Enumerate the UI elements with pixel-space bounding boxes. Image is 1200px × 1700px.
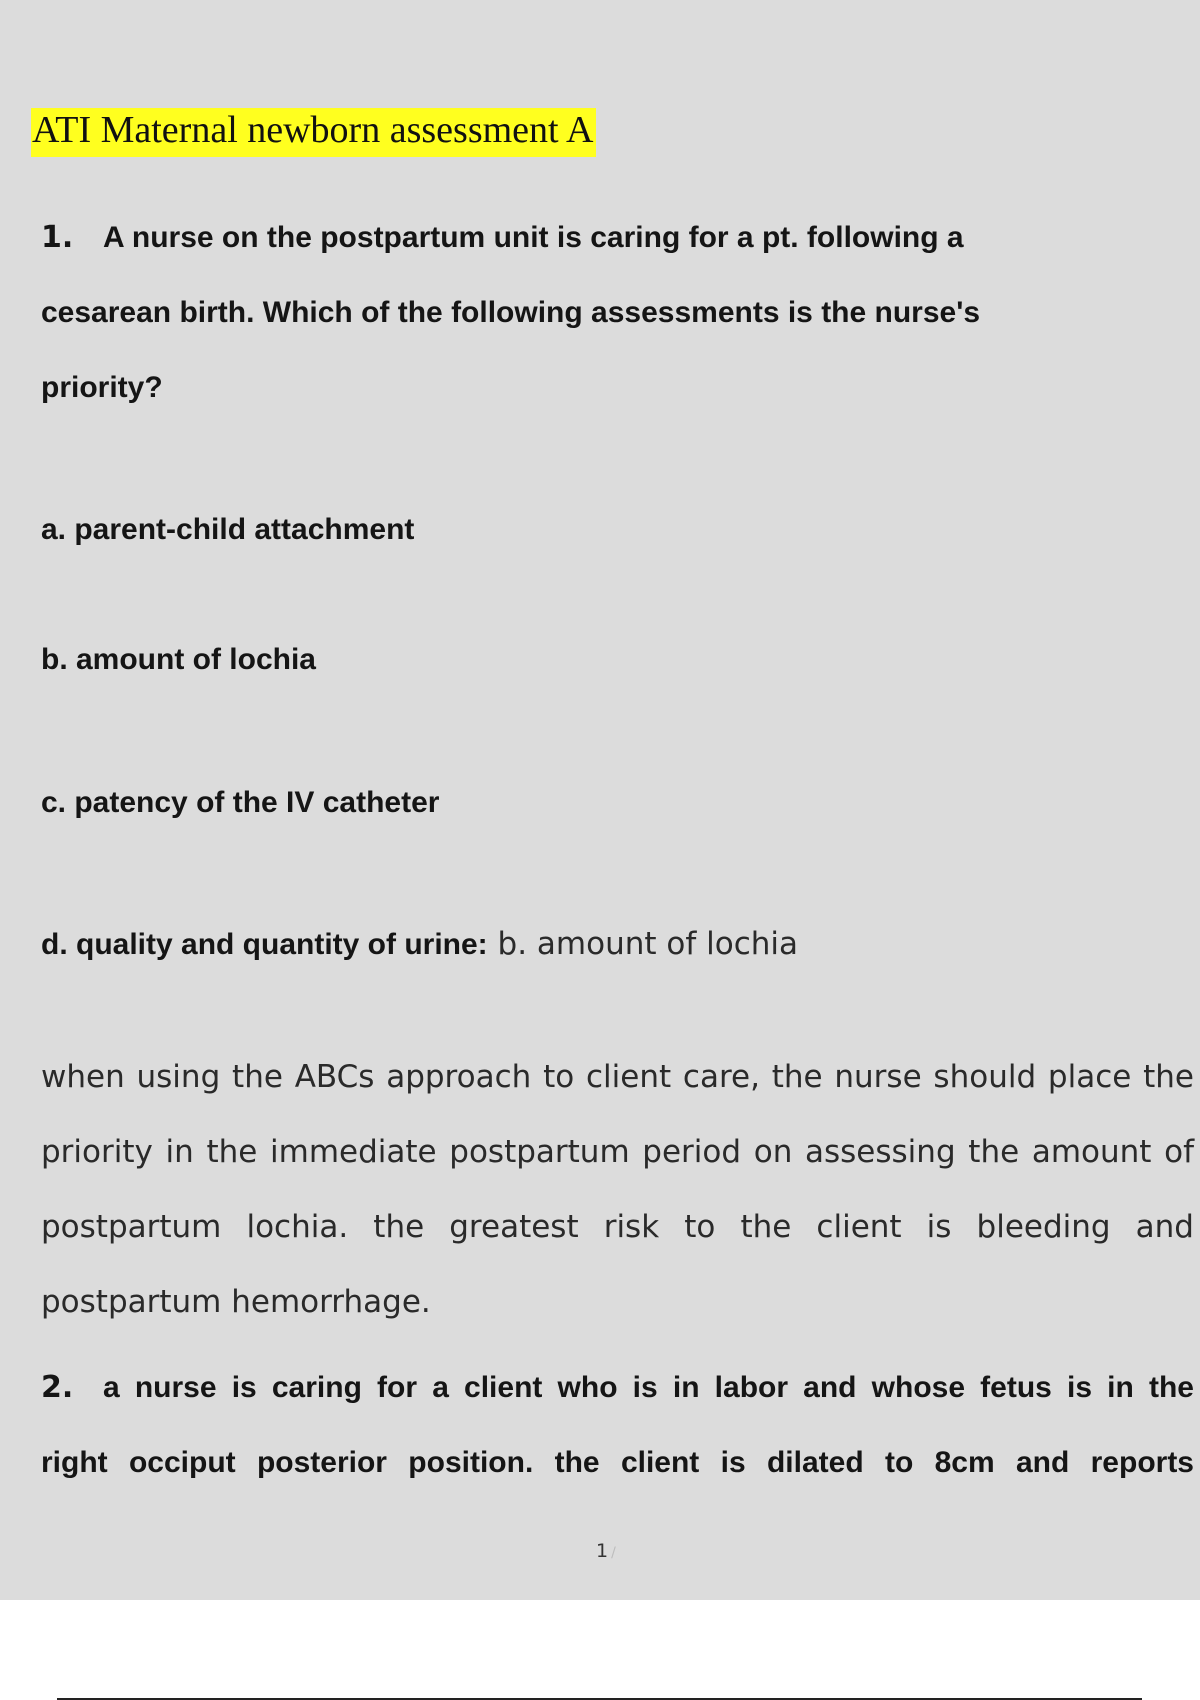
question-1-stem-line: A nurse on the postpartum unit is caring for a pt. following a [103, 221, 964, 254]
question-1-line-1 [41, 200, 1194, 275]
page-number-value: 1 [596, 1540, 609, 1562]
question-1-line-3: priority? [41, 371, 163, 404]
question-1-option-d-with-answer [41, 924, 1194, 965]
document-content [41, 200, 1194, 1500]
document-title: ATI Maternal newborn assessment A [32, 109, 594, 151]
question-2-line-2: right occiput posterior position. the client is dilated to 8cm and reports [41, 1446, 1194, 1479]
question-1-answer: b. amount of lochia [487, 926, 798, 962]
question-1-option-c: c. patency of the IV catheter [41, 786, 440, 819]
question-1-number: 1. [41, 220, 74, 255]
page-separator: / [611, 1545, 616, 1561]
question-1-option-b: b. amount of lochia [41, 643, 316, 676]
question-2-line-1 [41, 1350, 1194, 1425]
highlighted-title [31, 108, 596, 157]
page-number [596, 1540, 616, 1562]
question-1-option-a: a. parent-child attachment [41, 513, 415, 546]
question-1-line-2: cesarean birth. Which of the following assessments is the nurse's [41, 296, 981, 329]
question-2-number: 2. [41, 1370, 74, 1405]
question-2-stem-line: a nurse is caring for a client who is in labor and whose fetus is in the [103, 1371, 1194, 1404]
question-1-option-d: d. quality and quantity of urine: [41, 928, 488, 961]
question-1-rationale: when using the ABCs approach to client care, the nurse should place the priority in the immediate postpartum period on assessing the amount of postpartum lochia. the greatest risk to the client is bleeding and postpartum hemorrhage. [41, 1059, 1194, 1320]
